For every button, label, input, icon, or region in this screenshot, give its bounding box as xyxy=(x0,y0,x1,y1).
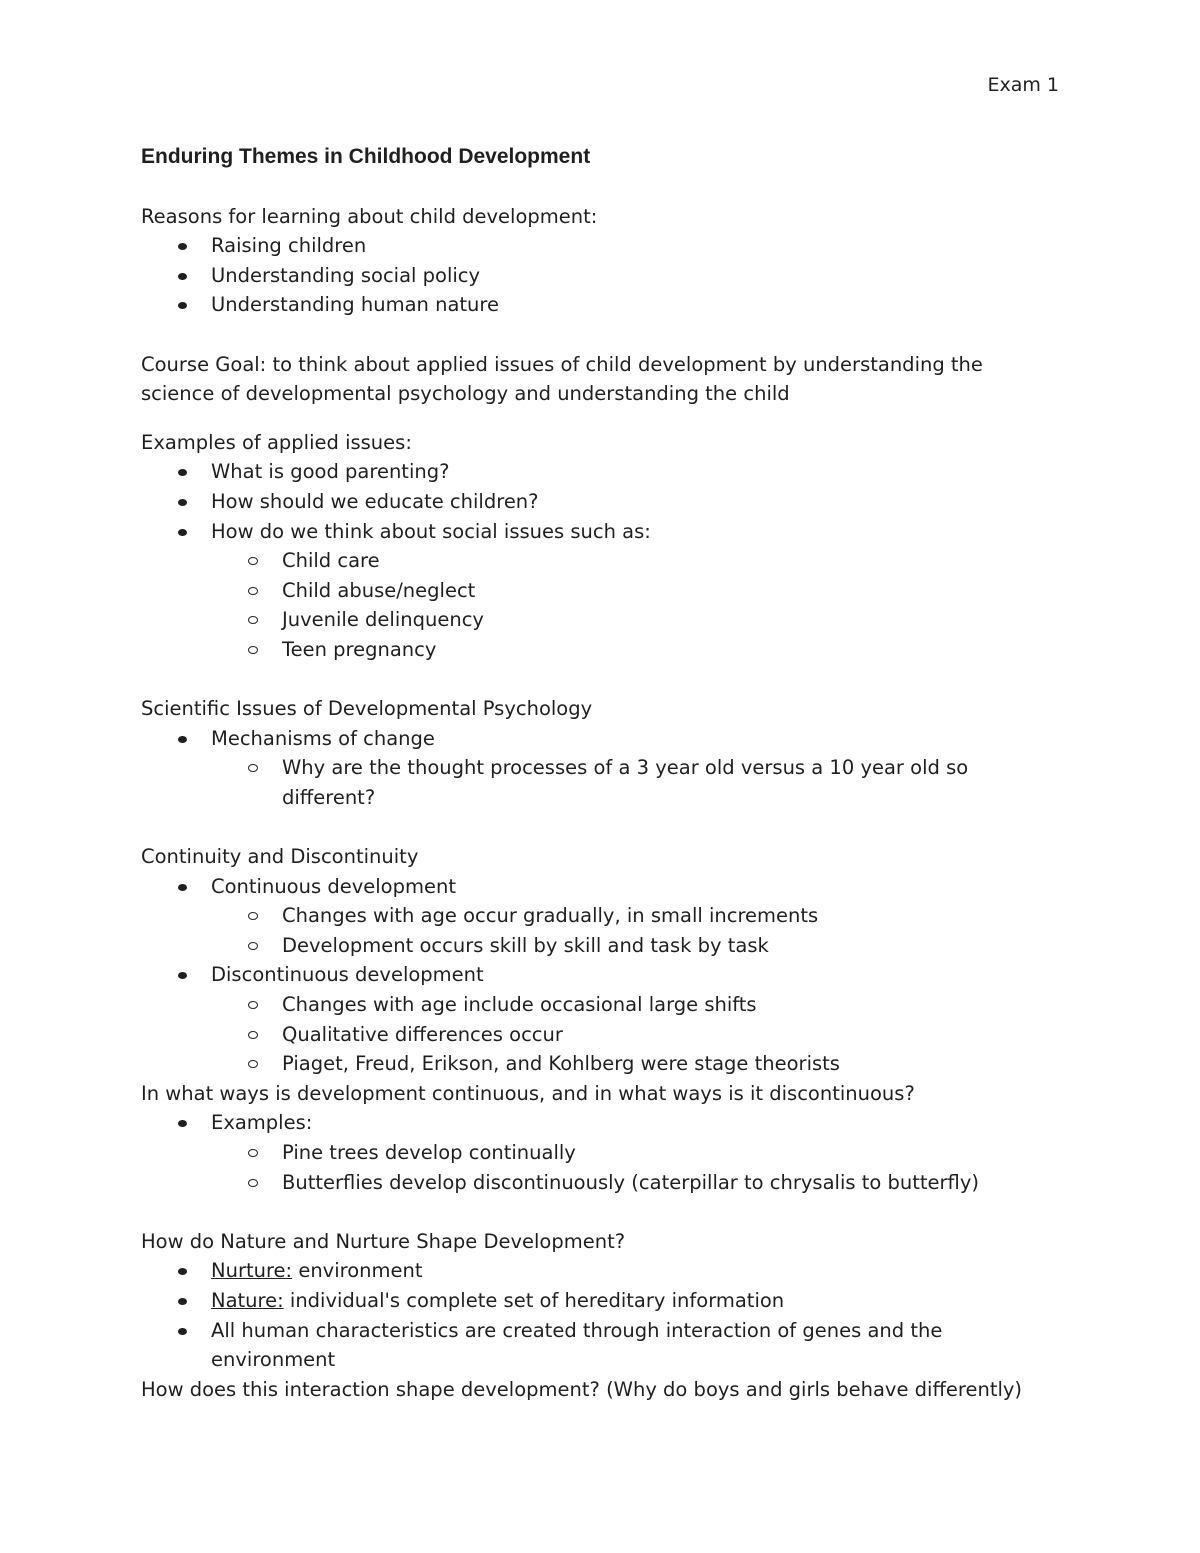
list-item: Child care xyxy=(141,546,1041,576)
list-item: Nature: individual's complete set of hereditary information xyxy=(141,1286,1041,1316)
bullet-icon xyxy=(178,884,187,891)
list-item: Qualitative differences occur xyxy=(141,1020,1041,1050)
circle-bullet-icon xyxy=(248,764,258,772)
list-item: Child abuse/neglect xyxy=(141,576,1041,606)
applied-intro: Examples of applied issues: xyxy=(141,430,412,454)
list-item: Changes with age include occasional large shifts xyxy=(141,990,1041,1020)
list-item: Understanding human nature xyxy=(141,290,1041,320)
list-item: Piaget, Freud, Erikson, and Kohlberg were stage theorists xyxy=(141,1049,1041,1079)
bullet-icon xyxy=(178,1298,187,1305)
circle-bullet-icon xyxy=(248,942,258,950)
list-item: Examples: Pine trees develop continually Butterflies develop discontinuously (caterpillar to chrysalis to butterfly) xyxy=(141,1108,1041,1197)
circle-bullet-icon xyxy=(248,1149,258,1157)
list-item: Butterflies develop discontinuously (caterpillar to chrysalis to butterfly) xyxy=(141,1168,1041,1198)
scientific-list xyxy=(141,724,1041,813)
list-item: Juvenile delinquency xyxy=(141,605,1041,635)
list-item: Mechanisms of change Why are the thought processes of a 3 year old versus a 10 year old so different? xyxy=(141,724,1041,813)
applied-sub-list xyxy=(211,546,1041,664)
nature-nurture-intro: How do Nature and Nurture Shape Development? xyxy=(141,1229,626,1253)
page-header-label: Exam 1 xyxy=(987,74,1059,96)
course-goal: Course Goal: to think about applied issues of child development by understanding the science of developmental psychology and understanding the child xyxy=(141,352,983,406)
list-item: Development occurs skill by skill and task by task xyxy=(141,931,1041,961)
list-item: Understanding social policy xyxy=(141,261,1041,291)
list-item: Changes with age occur gradually, in small increments xyxy=(141,901,1041,931)
continuous-sub-list xyxy=(211,901,1041,960)
reasons-intro: Reasons for learning about child development: xyxy=(141,204,598,228)
bullet-icon xyxy=(178,1268,187,1275)
circle-bullet-icon xyxy=(248,1179,258,1187)
bullet-icon xyxy=(178,1328,187,1335)
examples-list xyxy=(141,1108,1041,1197)
circle-bullet-icon xyxy=(248,646,258,654)
circle-bullet-icon xyxy=(248,1031,258,1039)
bullet-icon xyxy=(178,469,187,476)
document-title: Enduring Themes in Childhood Development xyxy=(141,145,591,168)
list-item: Why are the thought processes of a 3 year old versus a 10 year old so different? xyxy=(141,753,1041,812)
circle-bullet-icon xyxy=(248,587,258,595)
continuity-list xyxy=(141,872,1041,1079)
applied-list xyxy=(141,457,1041,664)
examples-sub-list xyxy=(211,1138,1041,1197)
discontinuous-sub-list xyxy=(211,990,1041,1079)
nature-nurture-list xyxy=(141,1256,1041,1374)
bullet-icon xyxy=(178,243,187,250)
bullet-icon xyxy=(178,273,187,280)
circle-bullet-icon xyxy=(248,912,258,920)
bullet-icon xyxy=(178,529,187,536)
bullet-icon xyxy=(178,499,187,506)
continuity-intro: Continuity and Discontinuity xyxy=(141,845,419,869)
nurture-term: Nurture: xyxy=(211,1259,293,1283)
bullet-icon xyxy=(178,972,187,979)
list-item: How do we think about social issues such as: Child care Child abuse/neglect Juvenile delinquency Teen pregnancy xyxy=(141,517,1041,665)
nature-term: Nature: xyxy=(211,1288,284,1312)
circle-bullet-icon xyxy=(248,616,258,624)
list-item: What is good parenting? xyxy=(141,457,1041,487)
scientific-intro: Scientific Issues of Developmental Psychology xyxy=(141,697,593,721)
bullet-icon xyxy=(178,1120,187,1127)
list-item: Nurture: environment xyxy=(141,1256,1041,1286)
bullet-icon xyxy=(178,736,187,743)
continuity-question: In what ways is development continuous, and in what ways is it discontinuous? xyxy=(141,1081,915,1105)
list-item: Teen pregnancy xyxy=(141,635,1041,665)
document-body xyxy=(141,140,1041,1404)
list-item: Pine trees develop continually xyxy=(141,1138,1041,1168)
list-item: How should we educate children? xyxy=(141,487,1041,517)
list-item: Raising children xyxy=(141,231,1041,261)
nature-nurture-question: How does this interaction shape development? (Why do boys and girls behave differently) xyxy=(141,1377,1023,1401)
circle-bullet-icon xyxy=(248,557,258,565)
list-item: All human characteristics are created through interaction of genes and the environment xyxy=(141,1316,1041,1375)
reasons-list xyxy=(141,231,1041,320)
circle-bullet-icon xyxy=(248,1001,258,1009)
circle-bullet-icon xyxy=(248,1060,258,1068)
list-item: Discontinuous development Changes with age include occasional large shifts Qualitative differences occur Piaget, Freud, Erikson, and Kohlberg were stage theorists xyxy=(141,960,1041,1078)
bullet-icon xyxy=(178,302,187,309)
scientific-sub-list xyxy=(211,753,1041,812)
list-item: Continuous development Changes with age occur gradually, in small increments Development occurs skill by skill and task by task xyxy=(141,872,1041,961)
